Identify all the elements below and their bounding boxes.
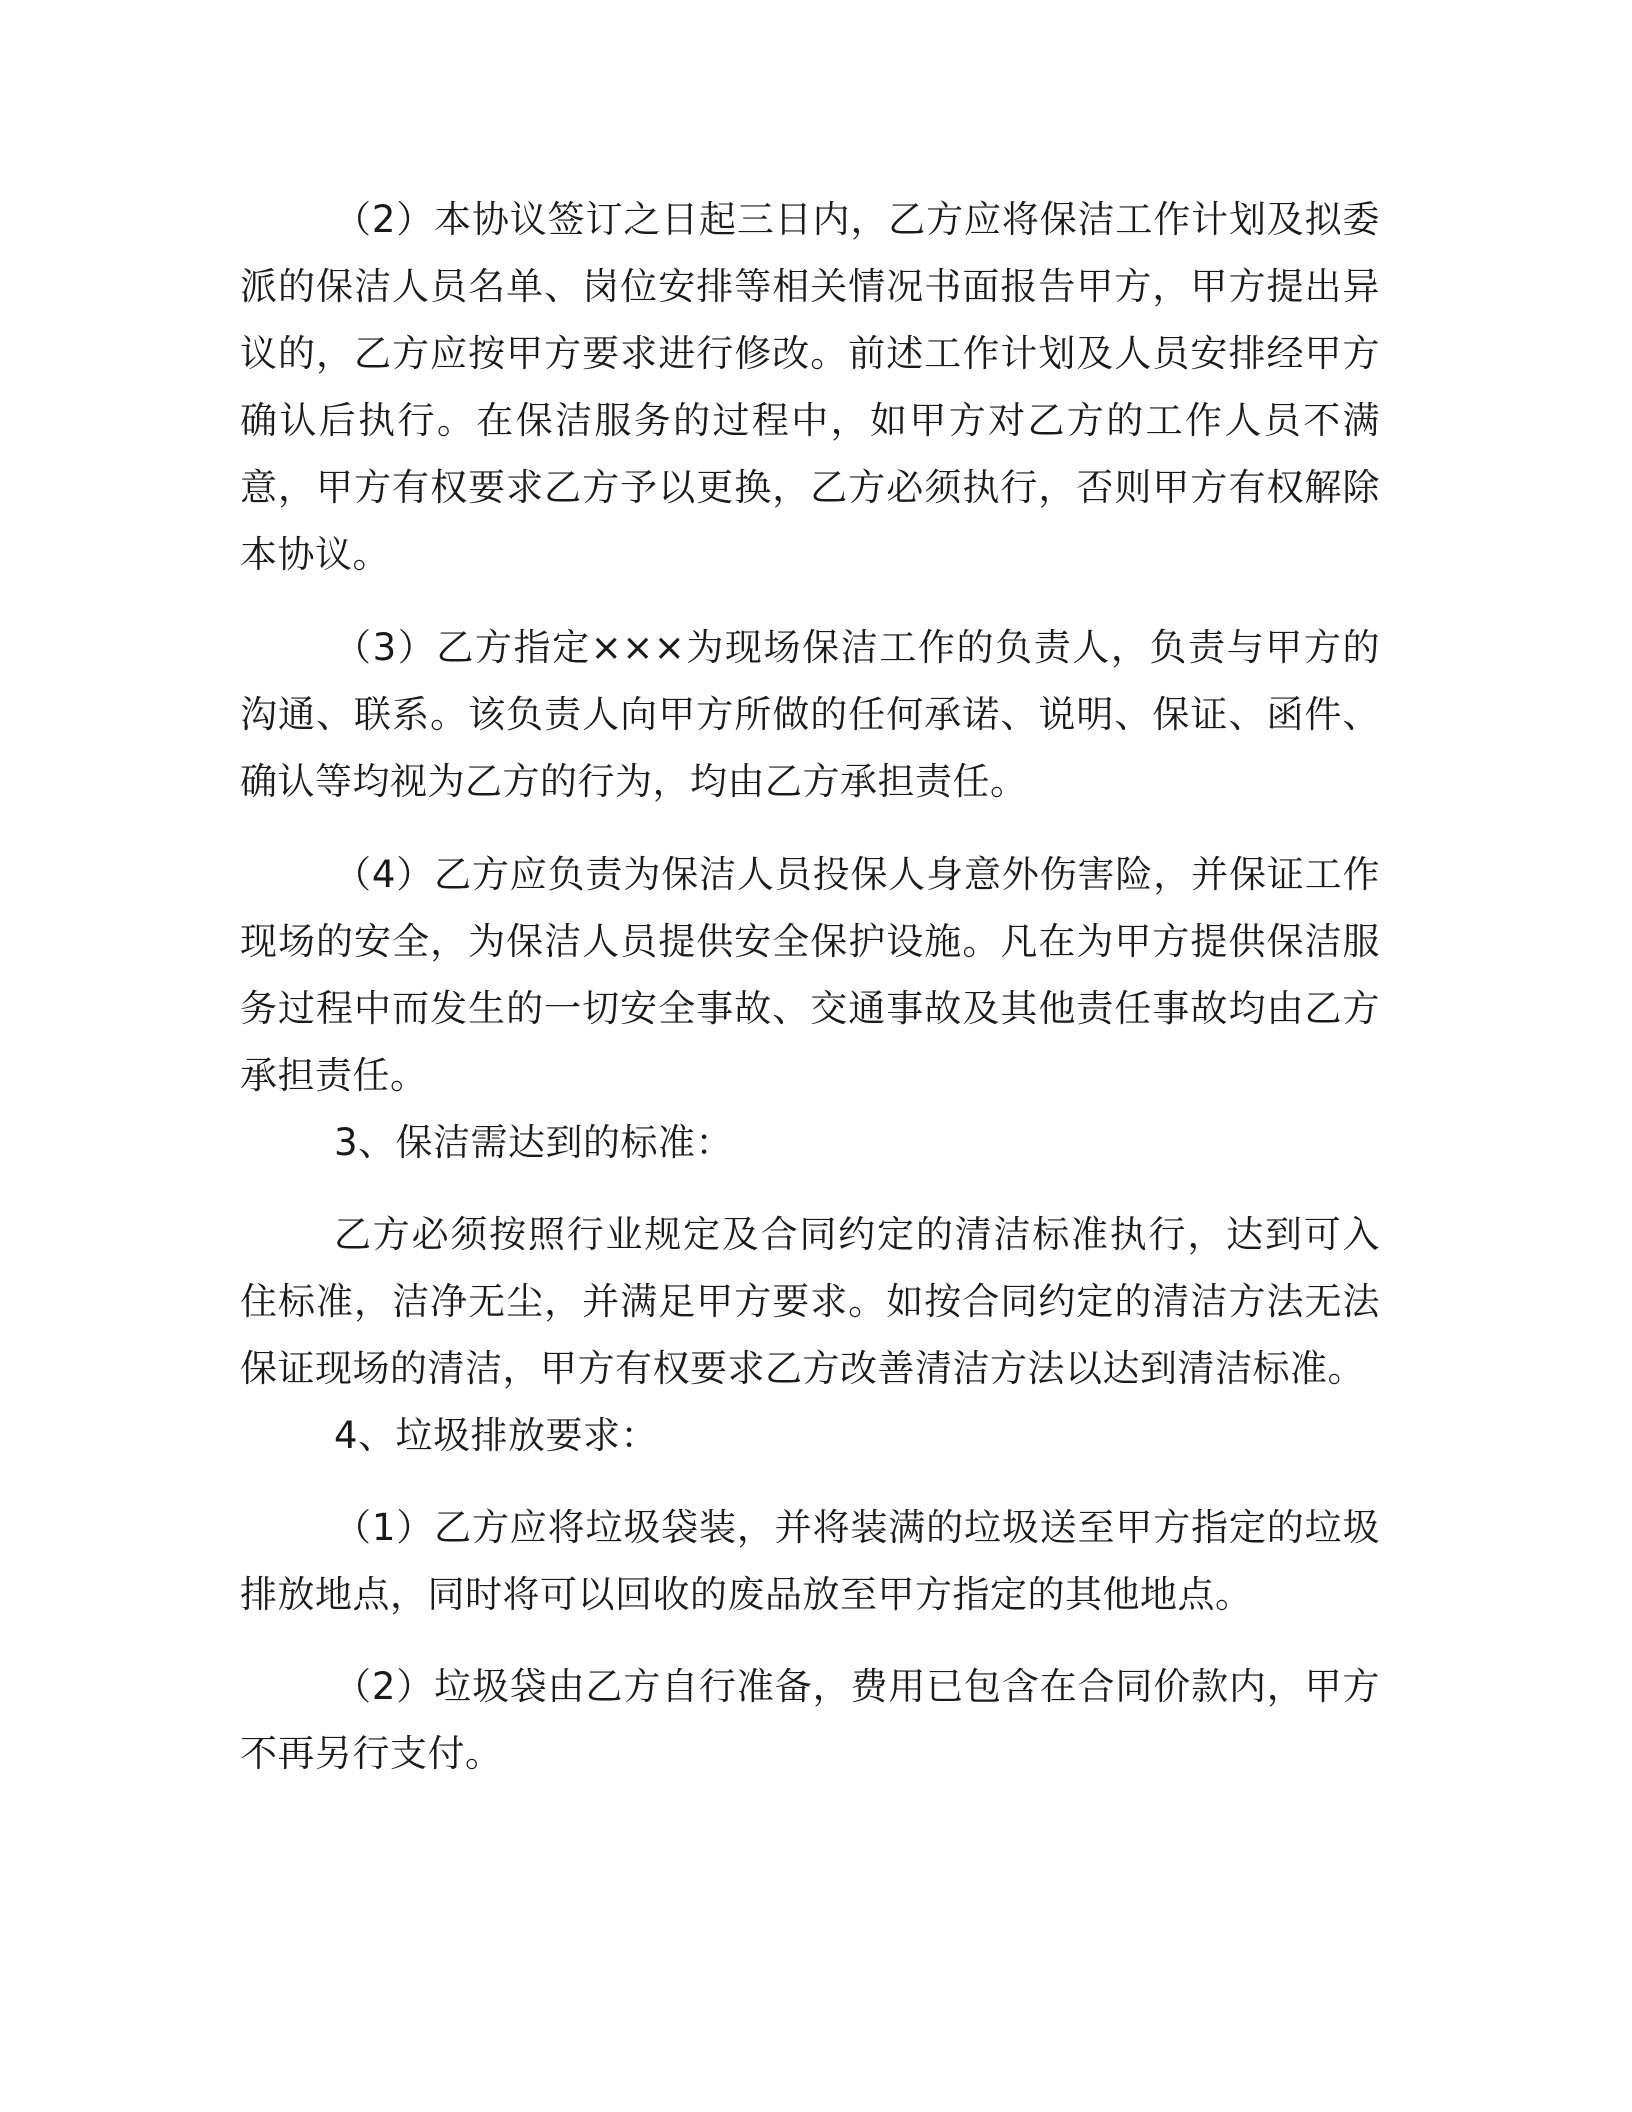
section-4-heading: 4、垃圾排放要求： [334, 1414, 659, 1457]
section-4-item-2: （2）垃圾袋由乙方自行准备，费用已包含在合同价款内，甲方不再另行支付。 [240, 1665, 1380, 1775]
paragraph-clause-2: （2）本协议签订之日起三日内，乙方应将保洁工作计划及拟委派的保洁人员名单、岗位安排等相关情况书面报告甲方，甲方提出异议的，乙方应按甲方要求进行修改。前述工作计划及人员安排经甲方确认后执行。在保洁服务的过程中，如甲方对乙方的工作人员不满意，甲方有权要求乙方予以更换，乙方必须执行，否则甲方有权解除本协议。 [240, 198, 1380, 576]
paragraph-clause-4: （4）乙方应负责为保洁人员投保人身意外伤害险，并保证工作现场的安全，为保洁人员提供安全保护设施。凡在为甲方提供保洁服务过程中而发生的一切安全事故、交通事故及其他责任事故均由乙方承担责任。 [240, 853, 1380, 1097]
section-4-item-1: （1）乙方应将垃圾袋装，并将装满的垃圾送至甲方指定的垃圾排放地点，同时将可以回收的废品放至甲方指定的其他地点。 [240, 1506, 1380, 1616]
section-3-heading: 3、保洁需达到的标准： [334, 1121, 734, 1164]
document-page [240, 186, 1380, 1787]
paragraph-clause-3: （3）乙方指定×××为现场保洁工作的负责人，负责与甲方的沟通、联系。该负责人向甲方所做的任何承诺、说明、保证、函件、确认等均视为乙方的行为，均由乙方承担责任。 [240, 626, 1380, 803]
section-3-body: 乙方必须按照行业规定及合同约定的清洁标准执行，达到可入住标准，洁净无尘，并满足甲方要求。如按合同约定的清洁方法无法保证现场的清洁，甲方有权要求乙方改善清洁方法以达到清洁标准。 [240, 1213, 1380, 1390]
